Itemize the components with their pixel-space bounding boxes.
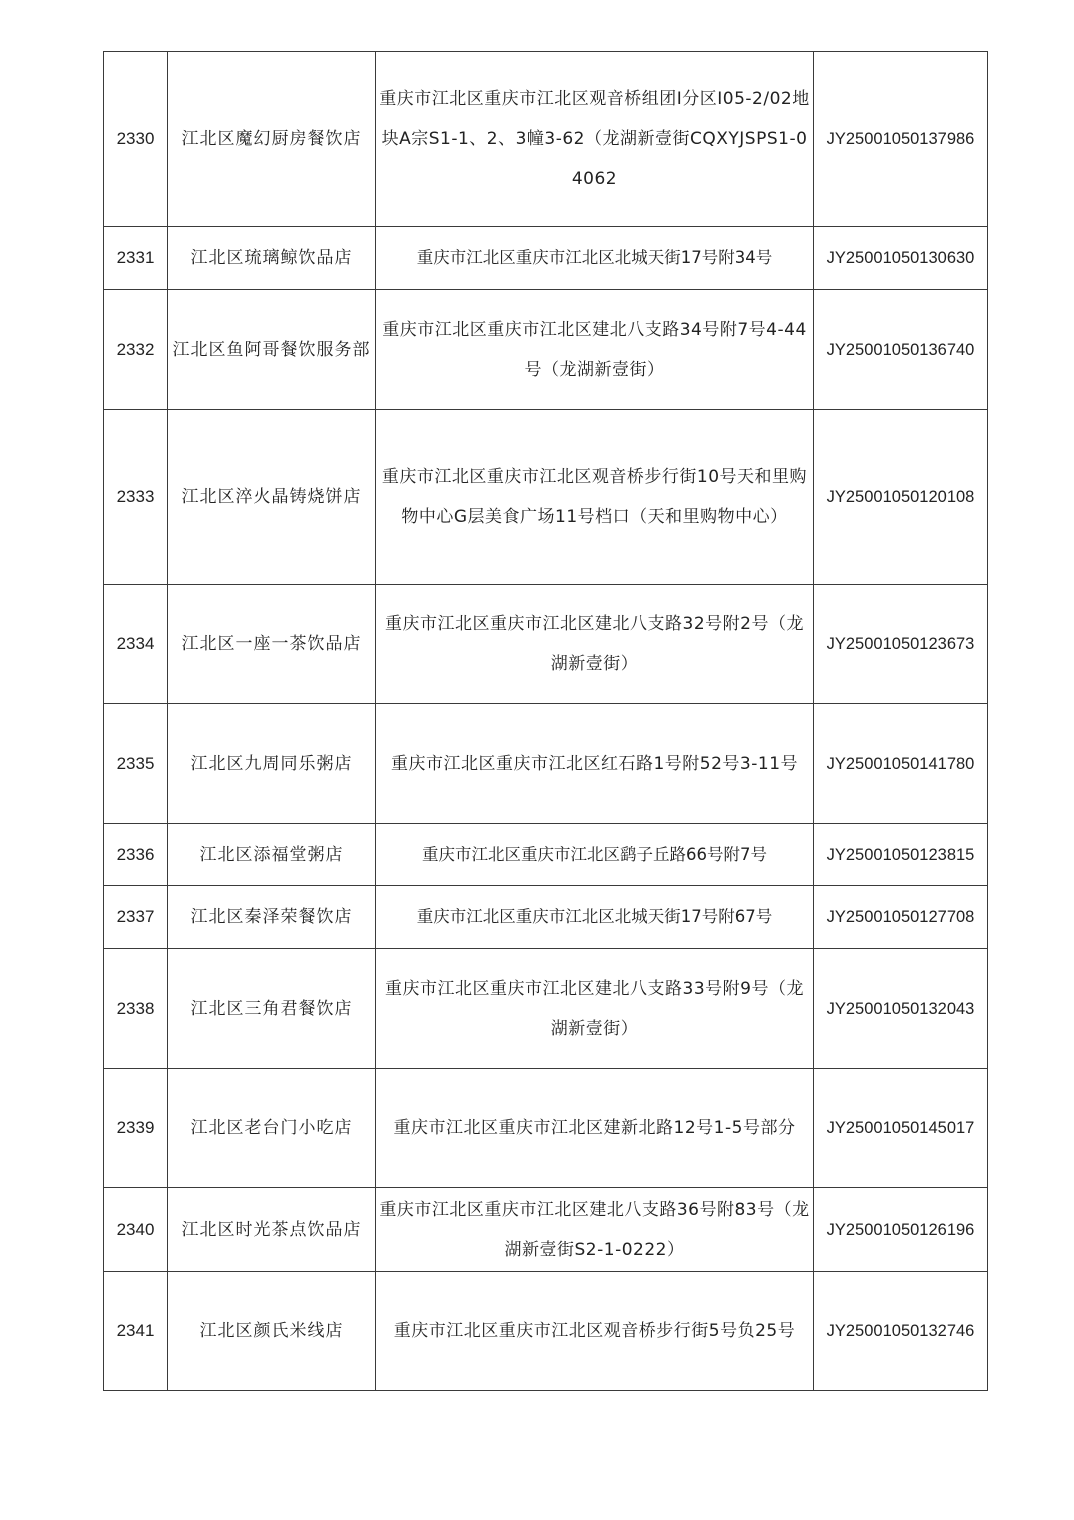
business-address: 重庆市江北区重庆市江北区建北八支路32号附2号（龙湖新壹街）	[376, 585, 814, 704]
license-number: JY25001050141780	[814, 704, 988, 824]
business-name: 江北区颜氏米线店	[168, 1272, 376, 1391]
license-number: JY25001050127708	[814, 886, 988, 949]
license-number: JY25001050136740	[814, 290, 988, 410]
business-name: 江北区一座一茶饮品店	[168, 585, 376, 704]
license-number: JY25001050126196	[814, 1188, 988, 1272]
license-number: JY25001050132043	[814, 949, 988, 1069]
row-number: 2330	[104, 52, 168, 227]
business-name: 江北区三角君餐饮店	[168, 949, 376, 1069]
business-name: 江北区鱼阿哥餐饮服务部	[168, 290, 376, 410]
business-address: 重庆市江北区重庆市江北区观音桥组团Ⅰ分区Ⅰ05-2/02地块A宗S1-1、2、3幢3-62（龙湖新壹街CQXYJSPS1-04062	[376, 52, 814, 227]
business-address: 重庆市江北区重庆市江北区建北八支路34号附7号4-44号（龙湖新壹街）	[376, 290, 814, 410]
row-number: 2333	[104, 410, 168, 585]
business-name: 江北区魔幻厨房餐饮店	[168, 52, 376, 227]
business-address: 重庆市江北区重庆市江北区建北八支路36号附83号（龙湖新壹街S2-1-0222）	[376, 1188, 814, 1272]
table-row	[104, 1069, 988, 1188]
row-number: 2332	[104, 290, 168, 410]
license-number: JY25001050137986	[814, 52, 988, 227]
business-name: 江北区淬火晶铸烧饼店	[168, 410, 376, 585]
business-name: 江北区琉璃鲸饮品店	[168, 227, 376, 290]
table-row	[104, 227, 988, 290]
table-row	[104, 1272, 988, 1391]
table-row	[104, 52, 988, 227]
business-address: 重庆市江北区重庆市江北区观音桥步行街10号天和里购物中心G层美食广场11号档口（天和里购物中心）	[376, 410, 814, 585]
table-row	[104, 290, 988, 410]
business-name: 江北区九周同乐粥店	[168, 704, 376, 824]
row-number: 2334	[104, 585, 168, 704]
license-number: JY25001050132746	[814, 1272, 988, 1391]
business-address: 重庆市江北区重庆市江北区建新北路12号1-5号部分	[376, 1069, 814, 1188]
license-number: JY25001050123815	[814, 824, 988, 886]
license-number: JY25001050120108	[814, 410, 988, 585]
row-number: 2336	[104, 824, 168, 886]
business-address: 重庆市江北区重庆市江北区北城天街17号附67号	[376, 886, 814, 949]
business-address: 重庆市江北区重庆市江北区红石路1号附52号3-11号	[376, 704, 814, 824]
business-name: 江北区添福堂粥店	[168, 824, 376, 886]
license-number: JY25001050130630	[814, 227, 988, 290]
table-row	[104, 949, 988, 1069]
row-number: 2331	[104, 227, 168, 290]
license-number: JY25001050145017	[814, 1069, 988, 1188]
table-row	[104, 824, 988, 886]
table-row	[104, 585, 988, 704]
license-number: JY25001050123673	[814, 585, 988, 704]
table-row	[104, 1188, 988, 1272]
business-address: 重庆市江北区重庆市江北区观音桥步行街5号负25号	[376, 1272, 814, 1391]
row-number: 2340	[104, 1188, 168, 1272]
business-address: 重庆市江北区重庆市江北区鹞子丘路66号附7号	[376, 824, 814, 886]
business-address: 重庆市江北区重庆市江北区北城天街17号附34号	[376, 227, 814, 290]
business-name: 江北区老台门小吃店	[168, 1069, 376, 1188]
row-number: 2339	[104, 1069, 168, 1188]
business-name: 江北区秦泽荣餐饮店	[168, 886, 376, 949]
row-number: 2341	[104, 1272, 168, 1391]
business-name: 江北区时光茶点饮品店	[168, 1188, 376, 1272]
business-address: 重庆市江北区重庆市江北区建北八支路33号附9号（龙湖新壹街）	[376, 949, 814, 1069]
table-row	[104, 410, 988, 585]
table-row	[104, 886, 988, 949]
license-table	[103, 51, 988, 1391]
table-row	[104, 704, 988, 824]
row-number: 2338	[104, 949, 168, 1069]
row-number: 2337	[104, 886, 168, 949]
row-number: 2335	[104, 704, 168, 824]
